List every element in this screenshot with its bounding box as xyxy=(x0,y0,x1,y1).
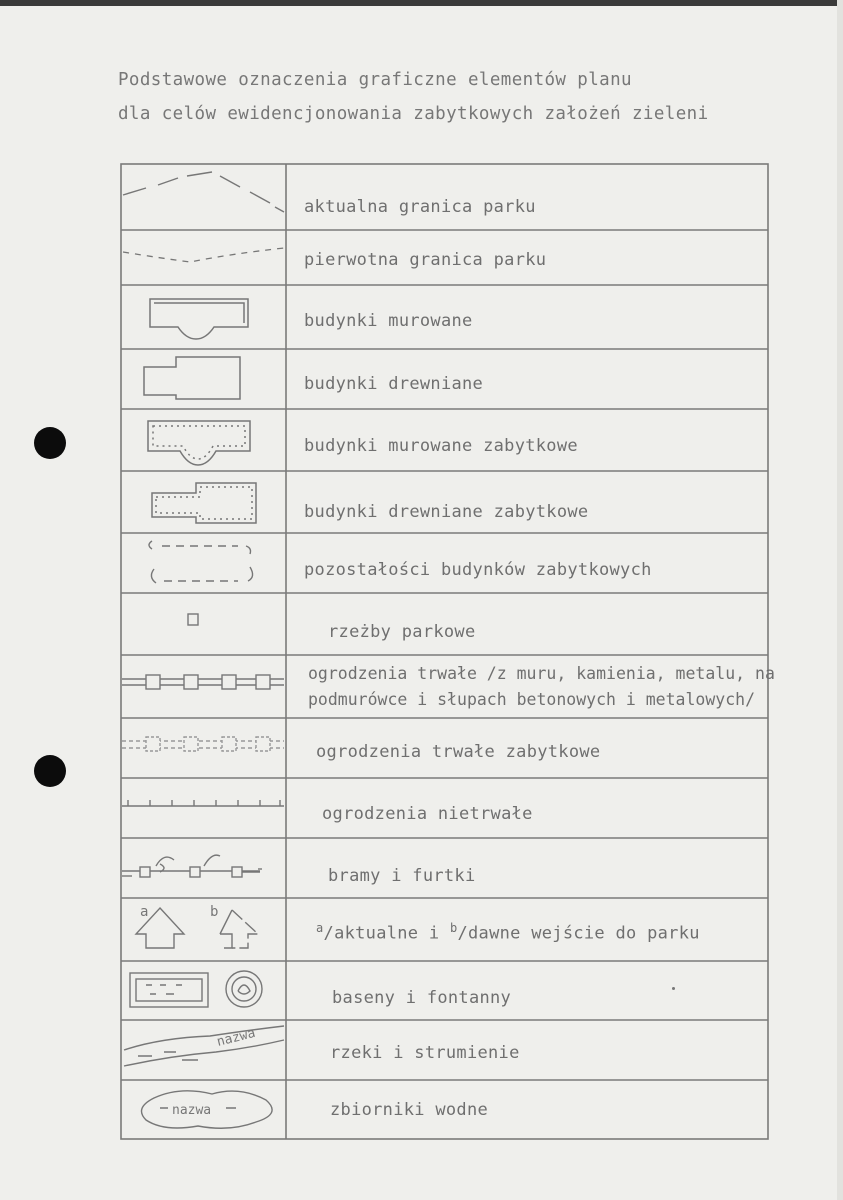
legend-label: budynki murowane xyxy=(304,311,473,331)
document-title xyxy=(118,62,758,132)
symbol-letter-b: b xyxy=(210,904,219,920)
legend-label: budynki murowane zabytkowe xyxy=(304,436,578,456)
legend-label-entrances xyxy=(316,921,700,944)
legend-row-sculpture xyxy=(120,593,770,655)
legend-label: ogrodzenia nietrwałe xyxy=(322,804,533,824)
legend-table xyxy=(120,163,775,1141)
legend-label: zbiorniki wodne xyxy=(330,1100,489,1120)
legend-label-multiline xyxy=(308,661,775,713)
legend-row-pools xyxy=(120,961,770,1020)
legend-label: budynki drewniane xyxy=(304,374,484,394)
reservoir-name-text: nazwa xyxy=(172,1103,212,1118)
historic-permanent-fence-symbol xyxy=(120,718,286,778)
legend-label: ogrodzenia trwałe zabytkowe xyxy=(316,742,601,762)
legend-label: rzeki i strumienie xyxy=(330,1043,520,1063)
wooden-building-symbol xyxy=(120,349,286,409)
legend-row-entrances xyxy=(120,898,770,961)
legend-row-masonry-building xyxy=(120,285,770,349)
original-boundary-dash-symbol xyxy=(120,230,286,285)
historic-wooden-building-symbol xyxy=(120,471,286,533)
legend-row-permanent-fence xyxy=(120,655,775,718)
legend-row-wooden-building xyxy=(120,349,770,409)
historic-building-remains-symbol xyxy=(120,533,286,593)
label-a-text: /aktualne i xyxy=(323,923,450,944)
legend-row-original-boundary xyxy=(120,230,770,285)
legend-label-line-2: podmurówce i słupach betonowych i metalowych/ xyxy=(308,690,756,709)
page-top-edge xyxy=(0,0,843,6)
river-name-text: nazwa xyxy=(215,1025,257,1050)
legend-label: bramy i furtki xyxy=(328,866,476,886)
pools-fountains-symbol xyxy=(120,961,286,1020)
legend-row-historic-fence xyxy=(120,718,770,778)
temporary-fence-symbol xyxy=(120,778,286,838)
legend-label-line-1: ogrodzenia trwałe /z muru, kamienia, metalu, na xyxy=(308,664,775,683)
punch-hole xyxy=(34,755,66,787)
legend-label: aktualna granica parku xyxy=(304,197,536,217)
legend-label: rzeżby parkowe xyxy=(328,622,476,642)
legend-label: pierwotna granica parku xyxy=(304,250,547,270)
legend-row-temporary-fence xyxy=(120,778,770,838)
symbol-letter-a: a xyxy=(140,904,149,920)
label-a-sup: a xyxy=(316,921,324,935)
legend-label: pozostałości budynków zabytkowych xyxy=(304,560,652,580)
title-line-2: dla celów ewidencjonowania zabytkowych założeń zieleni xyxy=(118,104,709,124)
punch-hole xyxy=(34,427,66,459)
legend-label: budynki drewniane zabytkowe xyxy=(304,502,589,522)
legend-row-building-remains xyxy=(120,533,770,593)
water-reservoirs-symbol xyxy=(120,1080,286,1139)
legend-row-actual-boundary xyxy=(120,163,770,230)
legend-row-rivers xyxy=(120,1020,770,1080)
title-line-1: Podstawowe oznaczenia graficzne elementów planu xyxy=(118,70,632,90)
entrance-arrows-symbol xyxy=(120,898,286,961)
rivers-streams-symbol xyxy=(120,1020,286,1080)
legend-label: baseny i fontanny xyxy=(332,988,512,1008)
legend-row-historic-wooden xyxy=(120,471,770,533)
legend-row-gates xyxy=(120,838,770,898)
paper-speck xyxy=(672,987,675,990)
legend-row-reservoirs xyxy=(120,1080,770,1139)
sculpture-symbol xyxy=(120,593,286,655)
masonry-building-symbol xyxy=(120,285,286,349)
permanent-fence-symbol xyxy=(120,655,286,718)
legend-row-historic-masonry xyxy=(120,409,770,471)
label-b-sup: b xyxy=(449,921,458,935)
page-right-edge xyxy=(837,0,843,1200)
label-b-text: /dawne wejście do parku xyxy=(457,923,700,944)
actual-boundary-dash-symbol xyxy=(120,163,286,230)
gates-symbol xyxy=(120,838,286,898)
historic-masonry-building-symbol xyxy=(120,409,286,471)
